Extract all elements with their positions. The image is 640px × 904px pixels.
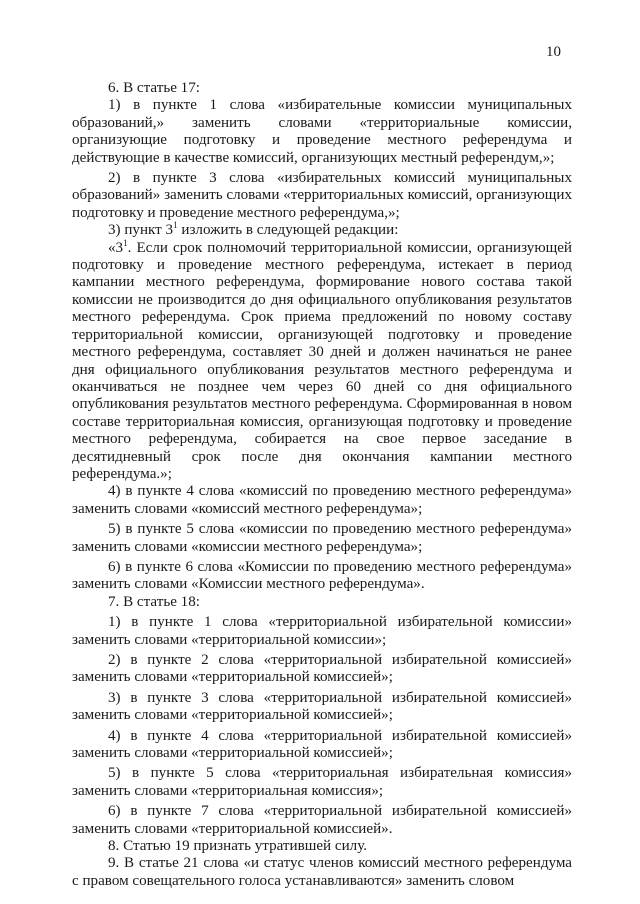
paragraph: 6) в пункте 7 слова «территориальной избирательной комиссией» заменить словами «территориальной комиссией». <box>72 803 572 837</box>
paragraph: 1) в пункте 1 слова «избирательные комиссии муниципальных образований,» заменить словами «территориальные комиссии, организующие подготовку и проведение местного референдума и действующие в качестве комиссий, организующих местный референдум,»; <box>72 97 572 166</box>
paragraph: 2) в пункте 3 слова «избирательных комиссий муниципальных образований» заменить словами «территориальных комиссий, организующих подготовку и проведение местного референдума,»; <box>72 170 572 221</box>
paragraph: 7. В статье 18: <box>108 593 200 610</box>
paragraph: 4) в пункте 4 слова «территориальной избирательной комиссией» заменить словами «территориальной комиссией»; <box>72 727 572 762</box>
paragraph: 2) в пункте 2 слова «территориальной избирательной комиссией» заменить словами «территориальной комиссией»; <box>72 652 572 686</box>
document-body <box>72 80 572 890</box>
item-3-prefix: 3) пункт 3 <box>108 222 174 239</box>
paragraph: 5) в пункте 5 слова «территориальная избирательная комиссия» заменить словами «территориальная комиссия»; <box>72 765 572 799</box>
page-number: 10 <box>546 44 561 60</box>
paragraph: 3) в пункте 3 слова «территориальной избирательной комиссией» заменить словами «территориальной комиссией»; <box>72 689 572 724</box>
quote-open-dot: . <box>127 239 132 256</box>
paragraph: 9. В статье 21 слова «и статус членов комиссий местного референдума с правом совещательного голоса устанавливаются» заменить словом <box>72 855 572 889</box>
paragraph: 6) в пункте 6 слова «Комиссии по проведению местного референдума» заменить словами «Комиссии местного референдума». <box>72 558 572 593</box>
superscript: 1 <box>173 220 178 231</box>
superscript: 1 <box>123 237 128 248</box>
paragraph <box>72 222 572 239</box>
quote-open: «3 <box>108 239 124 256</box>
paragraph: 6. В статье 17: <box>108 80 200 96</box>
paragraph: 1) в пункте 1 слова «территориальной избирательной комиссии» заменить словами «территориальной комиссии»; <box>72 614 572 648</box>
quoted-text: Если срок полномочий территориальной комиссии, организующей подготовку и проведение местного референдума, истекает в период кампании местного референдума, формирование нового состава такой комиссии не производится до дня официального опубликования результатов местного референдума. Срок приема предложений по новому составу территориальной комиссии, организующей подготовку и проведение местного референдума, составляет 30 дней и должен начинаться не ранее дня официального опубликования результатов местного референдума и оканчиваться не позднее чем через 60 дней со дня официального опубликования результатов местного референдума. Сформированная в новом составе территориальная комиссия, организующая подготовку и проведение местного референдума, собирается на свое первое заседание в десятидневный срок после дня окончания кампании местного референдума.»; <box>72 239 572 482</box>
item-3-text: изложить в следующей редакции: <box>181 222 399 239</box>
paragraph: 4) в пункте 4 слова «комиссий по проведению местного референдума» заменить словами «комиссий местного референдума»; <box>72 483 572 517</box>
paragraph: 8. Статью 19 признать утратившей силу. <box>108 838 368 855</box>
paragraph: 5) в пункте 5 слова «комиссии по проведению местного референдума» заменить словами «комиссии местного референдума»; <box>72 521 572 555</box>
paragraph <box>72 237 572 484</box>
